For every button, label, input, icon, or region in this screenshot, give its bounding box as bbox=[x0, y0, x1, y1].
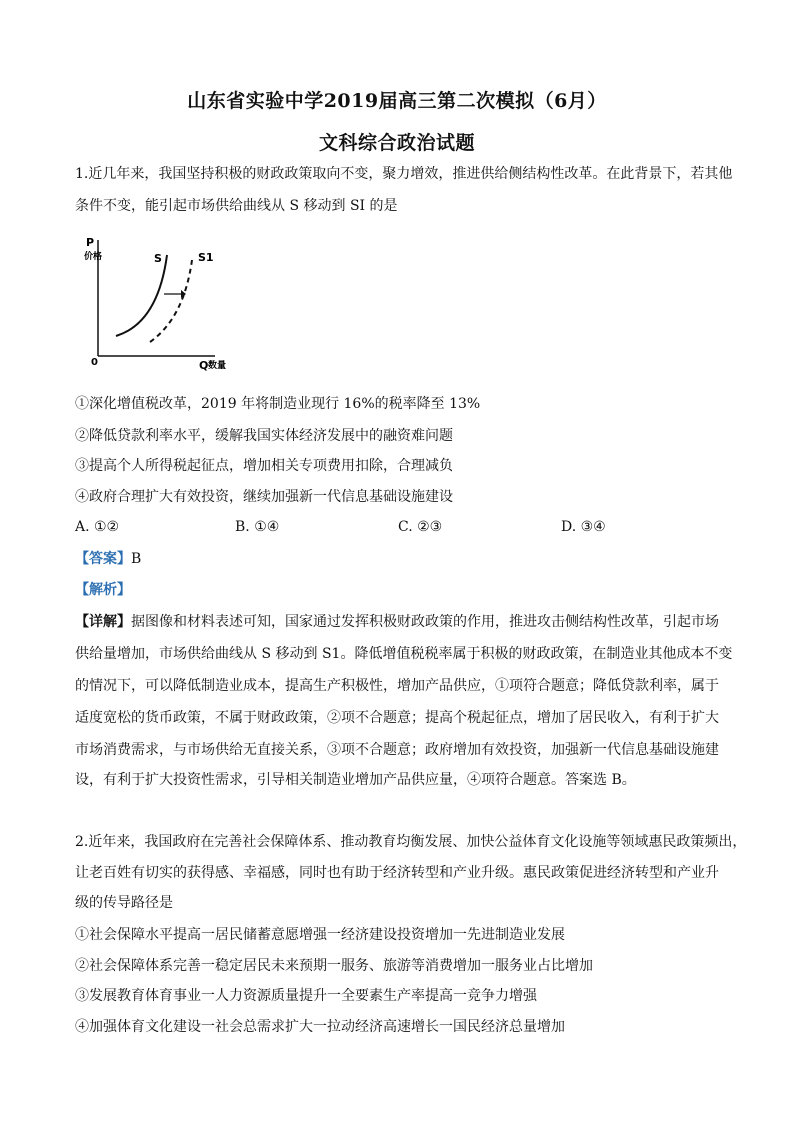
origin-label: 0 bbox=[91, 357, 98, 368]
q1-option-a: A. ①② bbox=[75, 519, 120, 535]
supply-curve-s1 bbox=[150, 260, 192, 342]
page-subtitle: 文科综合政治试题 bbox=[318, 132, 475, 154]
q1-detail-line-2: 供给量增加，市场供给曲线从 S 移动到 S1。降低增值税税率属于积极的财政政策，在制造业其他成本不变 bbox=[75, 646, 733, 662]
supply-curve-s bbox=[116, 255, 167, 336]
analysis-tag: 【解析】 bbox=[75, 582, 131, 598]
q1-detail-line-6: 设，有利于扩大投资性需求，引导相关制造业增加产品供应量，④项符合题意。答案选 B。 bbox=[75, 772, 636, 788]
q2-item-1: ①社会保障水平提高一居民储蓄意愿增强一经济建设投资增加一先进制造业发展 bbox=[75, 927, 565, 943]
supply-curve-graph bbox=[80, 228, 250, 373]
q1-detail-line-3: 的情况下，可以降低制造业成本，提高生产积极性，增加产品供应，①项符合题意；降低贷款利率，属于 bbox=[75, 678, 719, 694]
q1-option-b: B. ①④ bbox=[235, 519, 280, 535]
q1-analysis-heading bbox=[75, 580, 725, 600]
q1-option-c: C. ②③ bbox=[398, 519, 443, 535]
q1-detail-line-5: 市场消费需求，与市场供给无直接关系，③项不合题意；政府增加有效投资，加强新一代信息基础设施建 bbox=[75, 742, 719, 758]
q1-answer bbox=[75, 549, 725, 569]
q1-item-1: ①深化增值税改革，2019 年将制造业现行 16%的税率降至 13% bbox=[75, 396, 481, 412]
page-title: 山东省实验中学2019届高三第二次模拟（6月） bbox=[187, 90, 607, 112]
q1-stem-line-1: 1.近几年来，我国坚持积极的财政政策取向不变，聚力增效，推进供给侧结构性改革。在此背景下，若其他 bbox=[75, 166, 733, 182]
q1-item-2: ②降低贷款利率水平，缓解我国实体经济发展中的融资难问题 bbox=[75, 428, 453, 444]
answer-value: B bbox=[131, 551, 142, 567]
q2-item-4: ④加强体育文化建设一社会总需求扩大一拉动经济高速增长一国民经济总量增加 bbox=[75, 1019, 565, 1035]
detail-text: 据图像和材料表述可知，国家通过发挥积极财政政策的作用，推进攻击侧结构性改革，引起市场 bbox=[131, 614, 719, 630]
q1-stem-line-2: 条件不变，能引起市场供给曲线从 S 移动到 SI 的是 bbox=[75, 198, 398, 214]
q2-item-2: ②社会保障体系完善一稳定居民未来预期一服务、旅游等消费增加一服务业占比增加 bbox=[75, 958, 593, 974]
q2-item-3: ③发展教育体育事业一人力资源质量提升一全要素生产率提高一竞争力增强 bbox=[75, 988, 537, 1004]
q2-stem-line-1: 2.近年来，我国政府在完善社会保障体系、推动教育均衡发展、加快公益体育文化设施等领域惠民政策频出， bbox=[75, 834, 747, 850]
x-axis-symbol: Q bbox=[199, 359, 209, 372]
q1-detail-line-4: 适度宽松的货币政策，不属于财政政策，②项不合题意；提高个税起征点，增加了居民收入，有利于扩大 bbox=[75, 710, 719, 726]
q1-option-d: D. ③④ bbox=[561, 519, 606, 535]
q2-stem-line-3: 级的传导路径是 bbox=[75, 895, 173, 911]
y-axis-symbol: P bbox=[86, 236, 95, 249]
q1-item-4: ④政府合理扩大有效投资，继续加强新一代信息基础设施建设 bbox=[75, 489, 453, 505]
q2-stem-line-2: 让老百姓有切实的获得感、幸福感，同时也有助于经济转型和产业升级。惠民政策促进经济转型和产业升 bbox=[75, 865, 719, 881]
curve-s-label: S bbox=[154, 252, 162, 265]
detail-tag: 【详解】 bbox=[75, 614, 131, 630]
q1-item-3: ③提高个人所得税起征点，增加相关专项费用扣除，合理减负 bbox=[75, 458, 453, 474]
q1-detail-line-1 bbox=[75, 612, 725, 632]
x-axis-label: 数量 bbox=[208, 361, 227, 371]
y-axis-label: 价格 bbox=[84, 252, 103, 262]
curve-s1-label: S1 bbox=[198, 251, 214, 264]
answer-tag: 【答案】 bbox=[75, 551, 131, 567]
